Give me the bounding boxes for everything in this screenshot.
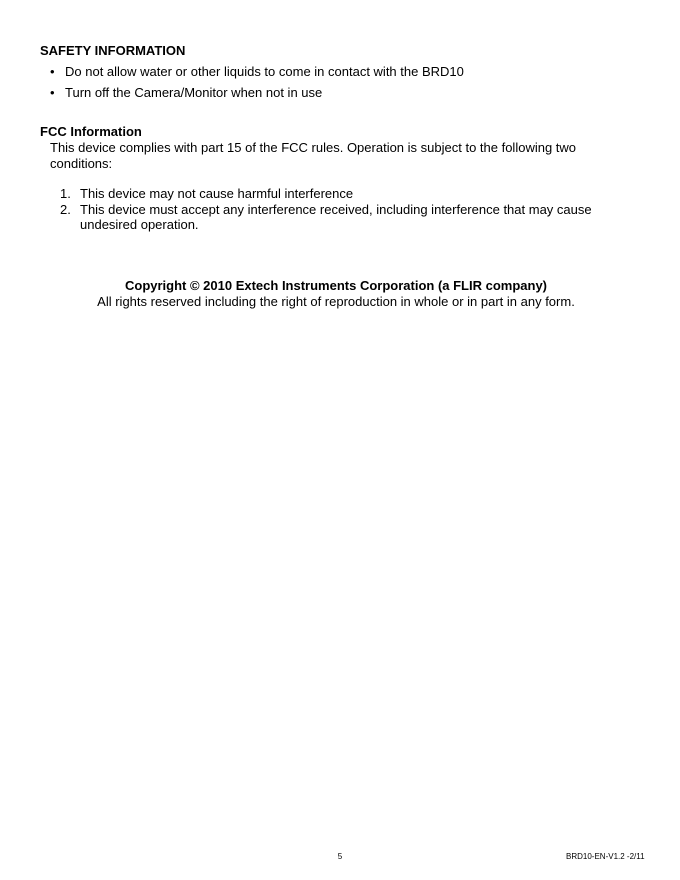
- bullet-icon: •: [50, 85, 55, 100]
- copyright-line: Copyright © 2010 Extech Instruments Corporation (a FLIR company): [124, 278, 548, 293]
- fcc-conditions-list: [60, 186, 620, 233]
- rights-reserved-line: All rights reserved including the right of reproduction in whole or in part in any form.: [97, 294, 575, 309]
- safety-bullet-item: [50, 64, 464, 85]
- fcc-condition-item: [60, 202, 620, 233]
- fcc-paragraph: This device complies with part 15 of the FCC rules. Operation is subject to the following two conditions:: [50, 140, 577, 171]
- safety-bullet-text: Do not allow water or other liquids to come in contact with the BRD10: [65, 64, 464, 79]
- bullet-icon: •: [50, 64, 55, 79]
- document-code: BRD10-EN-V1.2 -2/11: [566, 852, 645, 861]
- condition-number: 2.: [60, 201, 71, 217]
- condition-number: 1.: [60, 186, 71, 201]
- safety-bullet-item: [50, 85, 464, 106]
- condition-text: This device must accept any interference received, including interference that may cause undesired operation.: [80, 201, 592, 232]
- page-number: 5: [337, 852, 343, 861]
- condition-text: This device may not cause harmful interference: [80, 186, 354, 201]
- safety-bullet-text: Turn off the Camera/Monitor when not in use: [65, 85, 323, 100]
- fcc-condition-item: [60, 186, 620, 202]
- safety-heading: SAFETY INFORMATION: [40, 43, 186, 58]
- safety-bullet-list: [50, 64, 464, 106]
- fcc-heading: FCC Information: [40, 124, 142, 139]
